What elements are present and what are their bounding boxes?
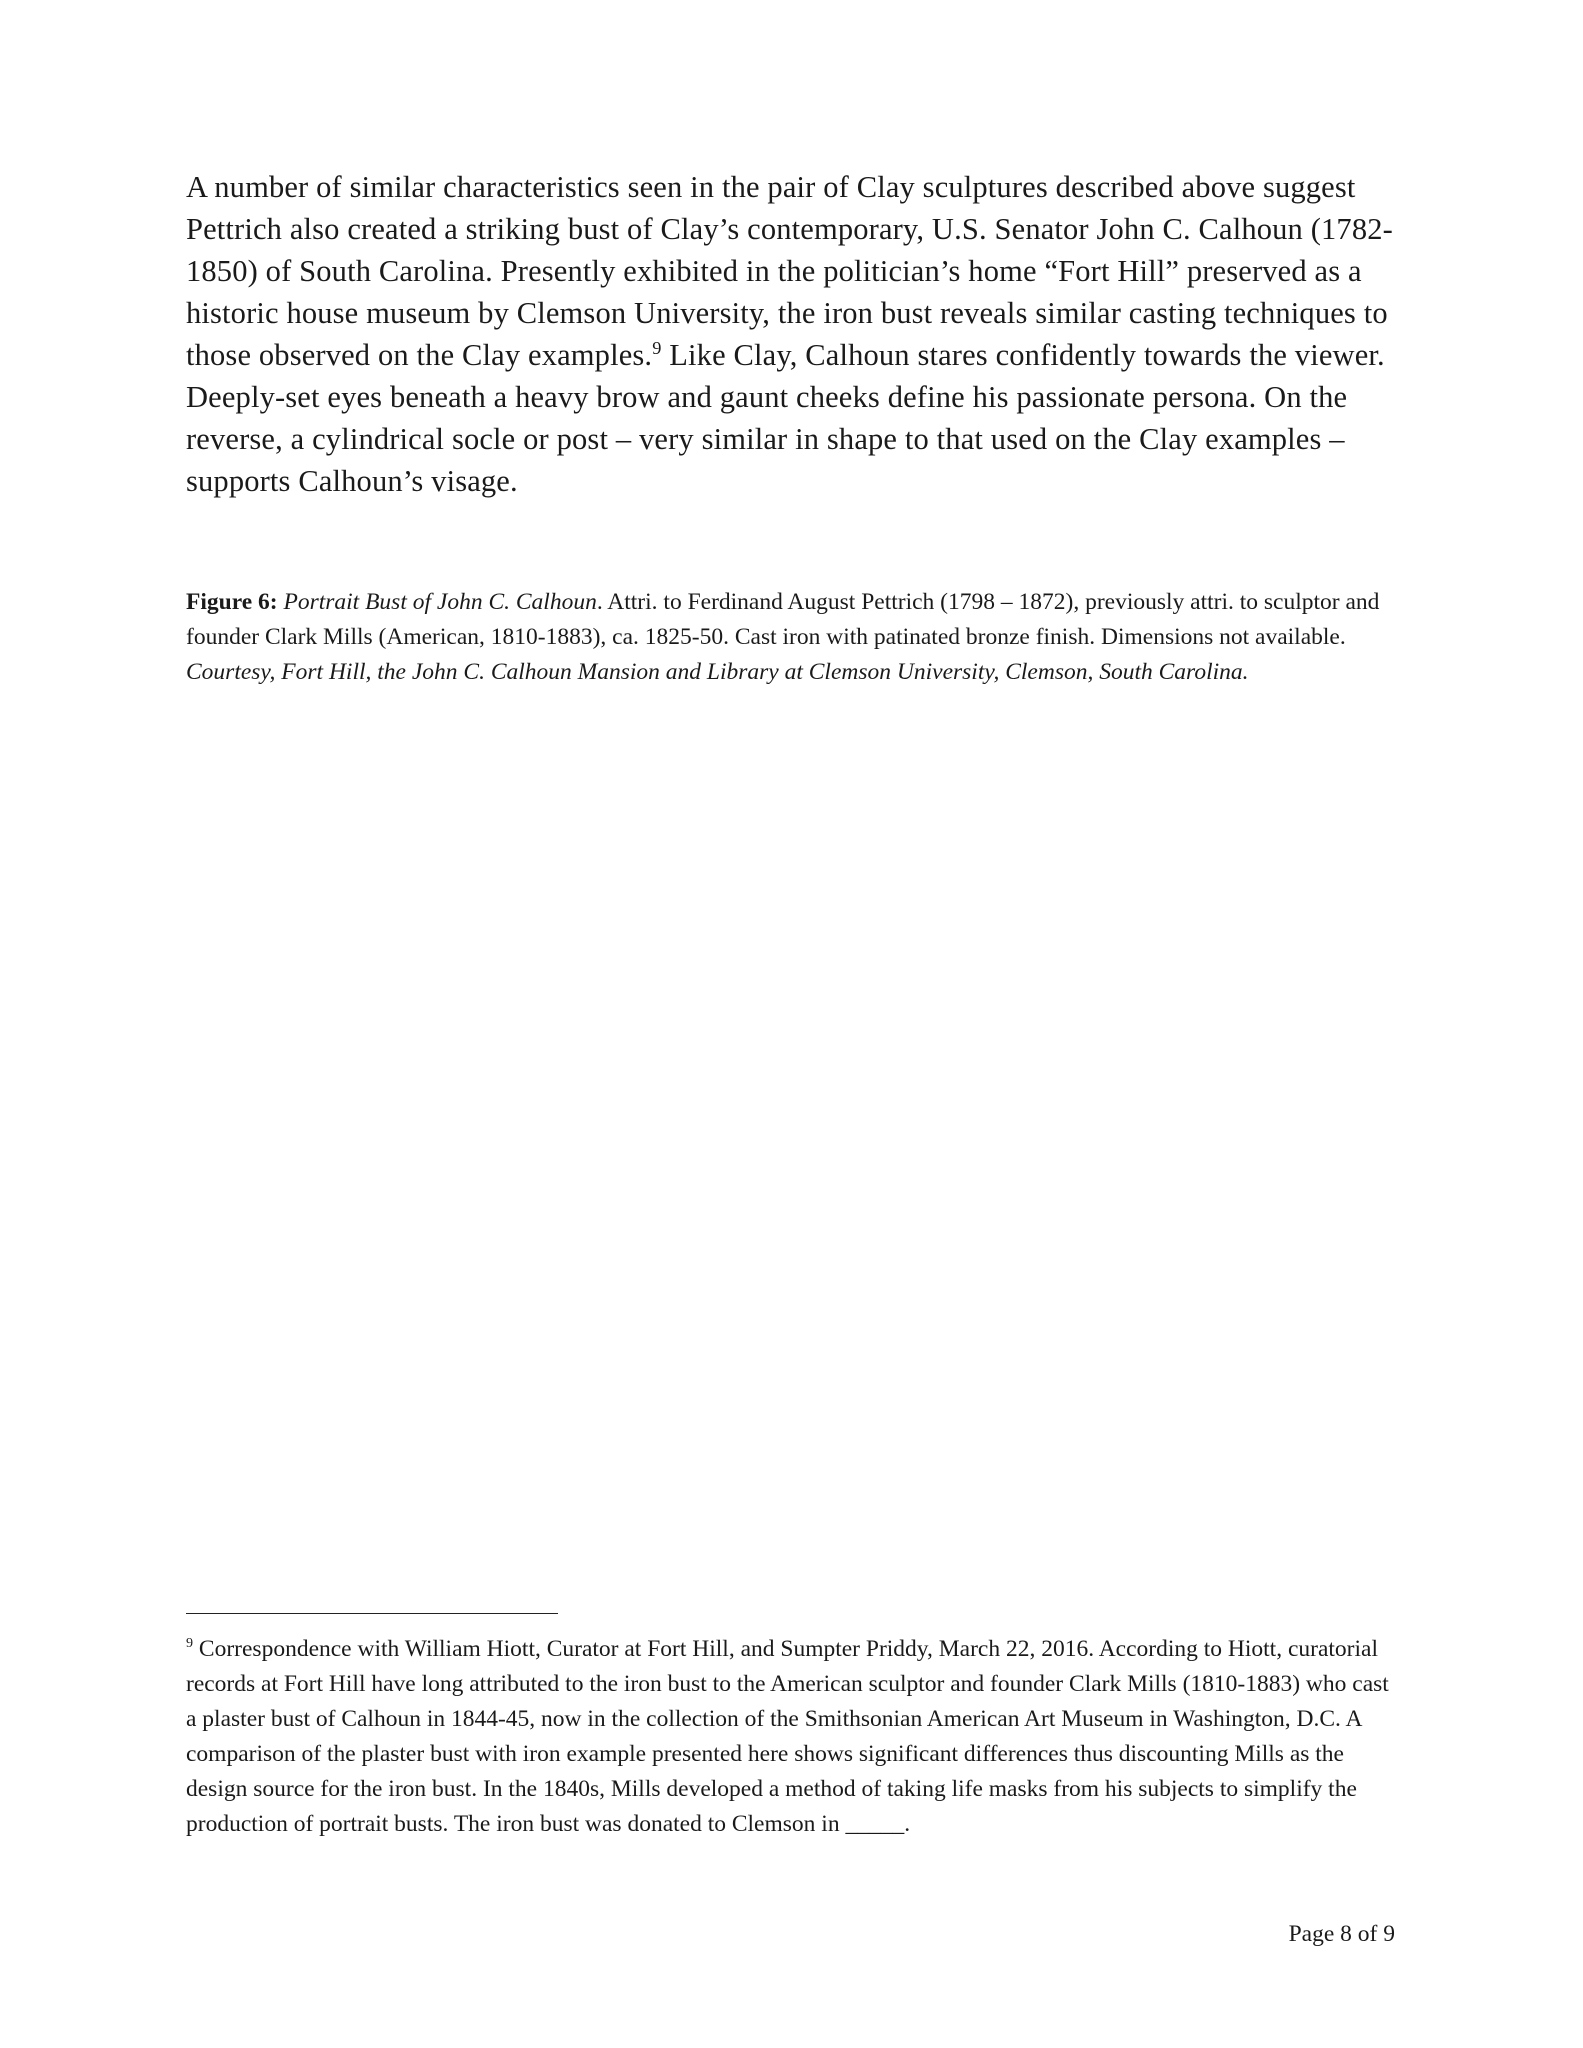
footnote-number: 9 [186,1635,194,1652]
figure-courtesy: Courtesy, Fort Hill, the John C. Calhoun Mansion and Library at Clemson University, Clemson, South Carolina. [186,659,1249,685]
figure-label: Figure 6: [186,589,278,615]
figure-description: . Attri. to Ferdinand August Pettrich (1798 – 1872), previously attri. to sculptor and founder Clark Mills (American, 1810-1883), ca. 1825-50. Cast iron with patinated bronze finish. Dimensions not available. [186,589,1380,650]
footnote-text: Correspondence with William Hiott, Curator at Fort Hill, and Sumpter Priddy, March 22, 2016. According to Hiott, curatorial records at Fort Hill have long attributed to the iron bust to the American sculptor and founder Clark Mills (1810-1883) who cast a plaster bust of Calhoun in 1844-45, now in the collection of the Smithsonian American Art Museum in Washington, D.C. A comparison of the plaster bust with iron example presented here shows significant differences thus discounting Mills as the design source for the iron bust. In the 1840s, Mills developed a method of taking life masks from his subjects to simplify the production of portrait busts. The iron bust was donated to Clemson in _____. [186,1636,1389,1837]
footnote-reference[interactable]: 9 [652,337,662,358]
body-text-part-1: A number of similar characteristics seen in the pair of Clay sculptures described above suggest Pettrich also created a striking bust of Clay’s contemporary, U.S. Senator John C. Calhoun (1782-1850) of South Carolina. Presently exhibited in the politician’s home “Fort Hill” preserved as a historic house museum by Clemson University, the iron bust reveals similar casting techniques to those observed on the Clay examples. [186,170,1393,372]
body-paragraph [186,166,1396,502]
footnote [186,1632,1396,1842]
figure-title: Portrait Bust of John C. Calhoun [283,589,597,615]
footnote-separator [186,1613,558,1614]
page-number: Page 8 of 9 [1288,1921,1395,1947]
figure-caption [186,585,1396,690]
body-text-part-2: Like Clay, Calhoun stares confidently towards the viewer. Deeply-set eyes beneath a heavy brow and gaunt cheeks define his passionate persona. On the reverse, a cylindrical socle or post – very similar in shape to that used on the Clay examples – supports Calhoun’s visage. [186,338,1385,498]
